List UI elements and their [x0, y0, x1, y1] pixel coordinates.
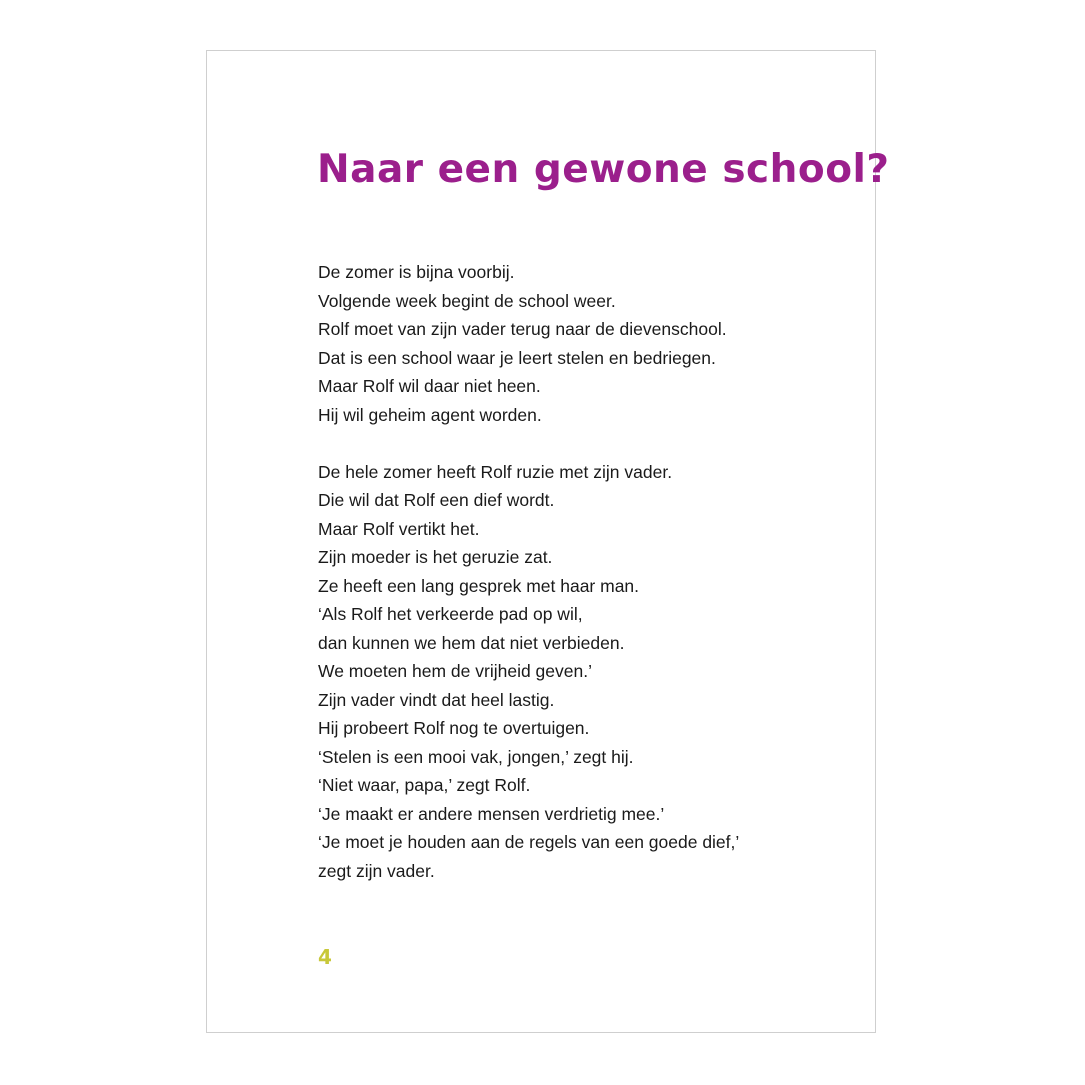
text-line: Zijn vader vindt dat heel lastig. — [318, 689, 555, 710]
text-line: ‘Niet waar, papa,’ zegt Rolf. — [318, 775, 531, 795]
text-line: Maar Rolf vertikt het. — [318, 518, 480, 539]
text-line: Die wil dat Rolf een dief wordt. — [318, 490, 555, 510]
text-line: dan kunnen we hem dat niet verbieden. — [318, 632, 625, 653]
text-line: ‘Stelen is een mooi vak, jongen,’ zegt hij. — [318, 746, 634, 767]
text-line: De hele zomer heeft Rolf ruzie met zijn vader. — [318, 461, 673, 482]
book-page — [206, 50, 890, 1033]
text-line: Ze heeft een lang gesprek met haar man. — [318, 575, 640, 596]
text-line: Maar Rolf wil daar niet heen. — [318, 376, 541, 396]
text-line: Rolf moet van zijn vader terug naar de dievenschool. — [318, 319, 727, 339]
text-line: Volgende week begint de school weer. — [318, 290, 616, 311]
chapter-title: Naar een gewone school? — [317, 147, 890, 192]
text-line: zegt zijn vader. — [318, 860, 435, 881]
text-line: Dat is een school waar je leert stelen en bedriegen. — [318, 347, 716, 368]
text-line: We moeten hem de vrijheid geven.’ — [318, 661, 592, 681]
text-line: ‘Als Rolf het verkeerde pad op wil, — [318, 604, 583, 624]
text-line: ‘Je maakt er andere mensen verdrietig mee.’ — [318, 803, 665, 824]
page-number: 4 — [318, 945, 332, 969]
text-line: Hij probeert Rolf nog te overtuigen. — [318, 718, 590, 738]
text-line: ‘Je moet je houden aan de regels van een goede dief,’ — [318, 832, 740, 852]
text-line: De zomer is bijna voorbij. — [318, 262, 515, 282]
text-line: Zijn moeder is het geruzie zat. — [318, 547, 553, 567]
body-text — [318, 258, 739, 885]
paragraph-gap — [318, 429, 739, 458]
text-line: Hij wil geheim agent worden. — [318, 404, 542, 425]
